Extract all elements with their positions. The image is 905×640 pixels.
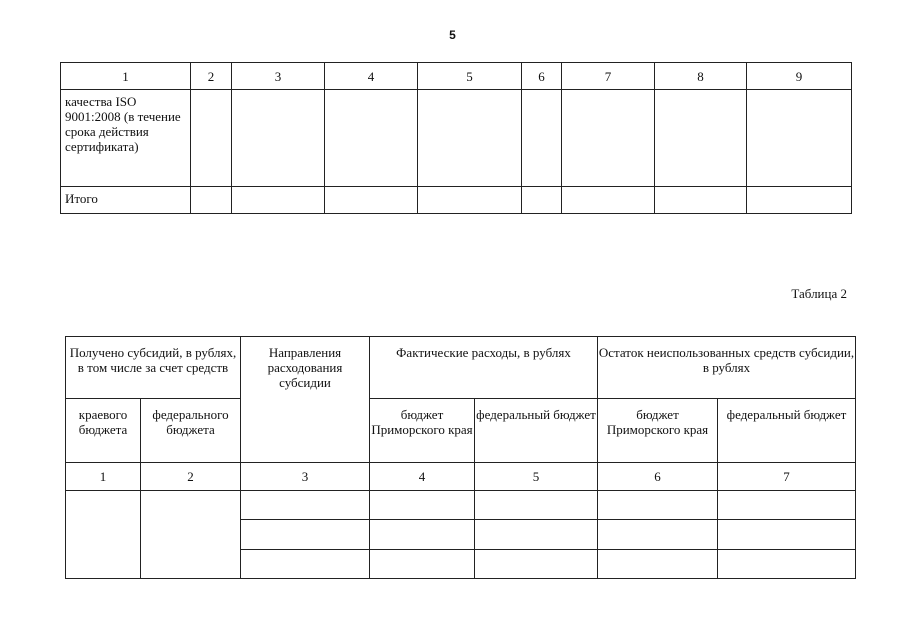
header-cell: 6 bbox=[522, 63, 562, 90]
table-cell bbox=[325, 90, 418, 187]
table-cell bbox=[418, 187, 522, 214]
table-cell bbox=[191, 90, 232, 187]
table-cell bbox=[141, 491, 241, 579]
row-label: качества ISO 9001:2008 (в течение срока действия сертификата) bbox=[61, 90, 191, 187]
table-cell bbox=[475, 491, 598, 520]
column-number: 1 bbox=[66, 463, 141, 491]
table-cell bbox=[747, 90, 852, 187]
header-cell: 3 bbox=[232, 63, 325, 90]
table-cell bbox=[232, 90, 325, 187]
column-number: 3 bbox=[241, 463, 370, 491]
table-cell bbox=[522, 187, 562, 214]
table-cell bbox=[66, 491, 141, 579]
table-cell bbox=[718, 520, 856, 550]
header-cell: 4 bbox=[325, 63, 418, 90]
subheader-regional-budget: краевого бюджета bbox=[66, 399, 141, 463]
table-cell bbox=[562, 90, 655, 187]
column-number: 2 bbox=[141, 463, 241, 491]
column-number: 5 bbox=[475, 463, 598, 491]
table-cell bbox=[370, 520, 475, 550]
header-actual-expenses: Фактические расходы, в рублях bbox=[370, 337, 598, 399]
table-cell bbox=[598, 550, 718, 579]
subheader-actual-federal: федеральный бюджет bbox=[475, 399, 598, 463]
table-2-subheader-row bbox=[66, 399, 856, 463]
table-2-number-row bbox=[66, 463, 856, 491]
table-cell bbox=[522, 90, 562, 187]
header-cell: 2 bbox=[191, 63, 232, 90]
table-cell bbox=[191, 187, 232, 214]
table-cell bbox=[370, 550, 475, 579]
page-number: 5 bbox=[449, 28, 456, 42]
column-number: 6 bbox=[598, 463, 718, 491]
header-directions: Направления расходования субсидии bbox=[241, 337, 370, 463]
table-cell bbox=[418, 90, 522, 187]
header-cell: 5 bbox=[418, 63, 522, 90]
table-cell bbox=[655, 187, 747, 214]
table-2-header-row bbox=[66, 337, 856, 399]
table-cell bbox=[655, 90, 747, 187]
column-number: 4 bbox=[370, 463, 475, 491]
subheader-federal-budget: федерального бюджета bbox=[141, 399, 241, 463]
table-2-caption: Таблица 2 bbox=[791, 286, 847, 301]
table-cell bbox=[241, 520, 370, 550]
table-cell bbox=[475, 550, 598, 579]
header-cell: 8 bbox=[655, 63, 747, 90]
table-cell bbox=[370, 491, 475, 520]
table-row-total bbox=[61, 187, 852, 214]
header-cell: 1 bbox=[61, 63, 191, 90]
table-2 bbox=[65, 336, 856, 579]
subheader-remaining-primorsky: бюджет Приморского края bbox=[598, 399, 718, 463]
table-1 bbox=[60, 62, 852, 214]
header-cell: 9 bbox=[747, 63, 852, 90]
table-cell bbox=[475, 520, 598, 550]
table-cell bbox=[718, 550, 856, 579]
table-cell bbox=[562, 187, 655, 214]
table-row bbox=[61, 90, 852, 187]
table-cell bbox=[598, 491, 718, 520]
table-cell bbox=[241, 550, 370, 579]
subheader-remaining-federal: федеральный бюджет bbox=[718, 399, 856, 463]
subheader-actual-primorsky: бюджет Приморского края bbox=[370, 399, 475, 463]
header-cell: 7 bbox=[562, 63, 655, 90]
table-cell bbox=[718, 491, 856, 520]
table-cell bbox=[232, 187, 325, 214]
table-1-header-row bbox=[61, 63, 852, 90]
table-cell bbox=[325, 187, 418, 214]
table-cell bbox=[747, 187, 852, 214]
table-row bbox=[66, 491, 856, 520]
table-cell bbox=[598, 520, 718, 550]
table-cell bbox=[241, 491, 370, 520]
header-remaining-funds: Остаток неиспользованных средств субсидии, в рублях bbox=[598, 337, 856, 399]
header-received: Получено субсидий, в рублях, в том числе за счет средств bbox=[66, 337, 241, 399]
column-number: 7 bbox=[718, 463, 856, 491]
total-label: Итого bbox=[61, 187, 191, 214]
